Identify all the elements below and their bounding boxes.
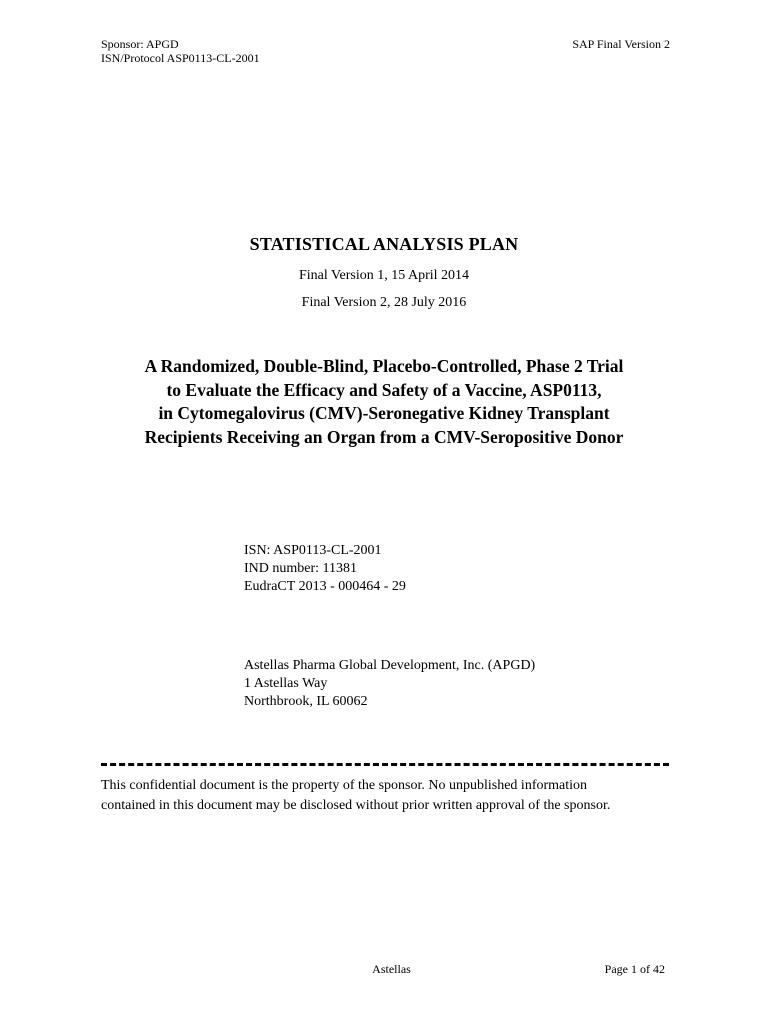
study-title-line: A Randomized, Double-Blind, Placebo-Controlled, Phase 2 Trial [144,356,624,376]
confidentiality-line: This confidential document is the property of the sponsor. No unpublished information [101,778,588,793]
ind-number-text: IND number: 11381 [244,561,358,576]
dashed-divider [101,763,669,766]
sponsor-text: Sponsor: APGD [101,37,179,51]
study-title-line: in Cytomegalovirus (CMV)-Seronegative Kidney Transplant [158,403,610,423]
street-address: 1 Astellas Way [244,676,328,691]
footer-company: Astellas [372,962,411,976]
study-title-line: Recipients Receiving an Organ from a CMV-Seropositive Donor [144,426,624,447]
header-left [101,37,260,65]
eudract-text: EudraCT 2013 - 000464 - 29 [244,579,406,594]
confidentiality-line: contained in this document may be disclosed without prior written approval of the sponsor. [101,798,611,813]
page-number: Page 1 of 42 [604,962,665,976]
study-title-line: to Evaluate the Efficacy and Safety of a Vaccine, ASP0113, [166,379,602,400]
study-title [0,355,768,449]
address-block [244,657,535,711]
confidentiality-notice [101,776,610,816]
company-name: Astellas Pharma Global Development, Inc. (APGD) [244,658,536,673]
isn-text: ISN: ASP0113-CL-2001 [244,543,382,558]
identifiers-block [244,542,406,596]
version-1: Final Version 1, 15 April 2014 [298,268,470,283]
city-state-zip: Northbrook, IL 60062 [244,694,368,709]
header-version: SAP Final Version 2 [572,37,670,51]
version-2: Final Version 2, 28 July 2016 [301,295,467,310]
protocol-text: ISN/Protocol ASP0113-CL-2001 [101,51,260,65]
document-title: STATISTICAL ANALYSIS PLAN [249,234,519,254]
